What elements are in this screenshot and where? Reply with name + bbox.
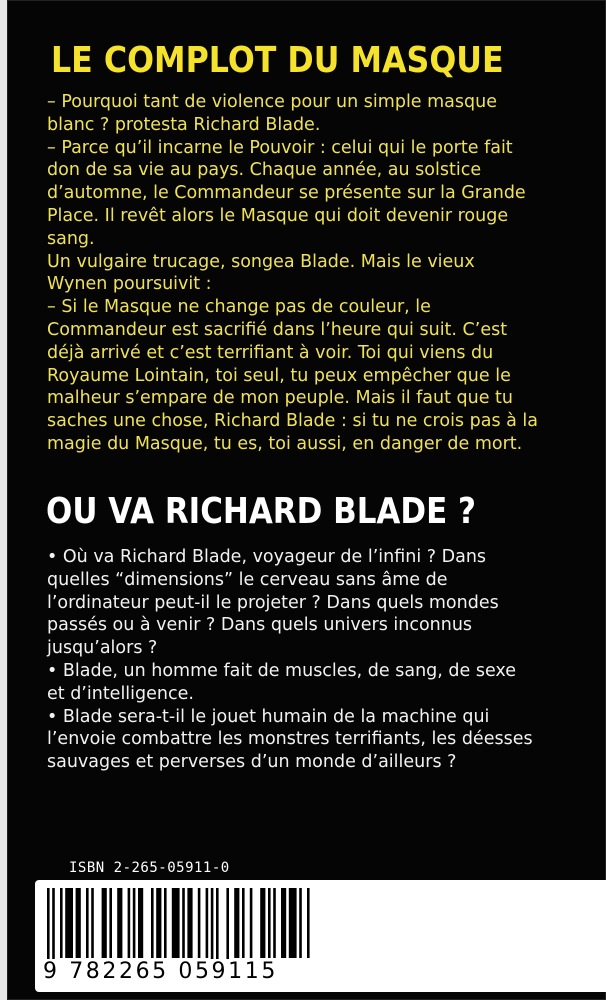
barcode-bar — [182, 888, 185, 958]
text-line: – Parce qu’il incarne le Pouvoir : celui qui le porte fait — [47, 137, 513, 158]
barcode-bar — [151, 888, 154, 958]
barcode-bar — [133, 888, 136, 958]
barcode-bar — [268, 888, 271, 958]
barcode-bar — [109, 888, 112, 958]
text-line: malheur s’empare de mon peuple. Mais il faut que tu — [47, 388, 514, 409]
barcode-bar — [289, 888, 297, 958]
barcode-bar — [60, 888, 63, 958]
text-line: don de sa vie au pays. Chaque année, au solstice — [47, 160, 482, 181]
barcode-bar — [206, 888, 209, 958]
barcode-bar — [242, 888, 245, 958]
barcode-bar — [172, 888, 180, 958]
text-line: – Si le Masque ne change pas de couleur, le — [47, 297, 431, 318]
barcode-bar — [187, 888, 192, 958]
text-line: Wynen poursuivit : — [47, 274, 212, 295]
text-line: Royaume Lointain, toi seul, tu peux empêcher que le — [47, 365, 511, 386]
section-title-complot: LE COMPLOT DU MASQUE — [51, 40, 504, 81]
barcode-bar — [164, 888, 167, 958]
text-line: blanc ? protesta Richard Blade. — [47, 114, 321, 135]
barcode-bar — [299, 888, 302, 958]
barcode-bar — [128, 888, 131, 958]
series-description — [47, 546, 567, 774]
barcode-bar — [76, 888, 81, 958]
back-cover — [7, 0, 606, 1000]
text-line: et d’intelligence. — [47, 683, 194, 704]
text-line: d’automne, le Commandeur se présente sur la Grande — [47, 183, 526, 204]
text-line: Place. Il revêt alors le Masque qui doit devenir rouge — [47, 205, 509, 226]
barcode-digits: 9 782265 059115 — [41, 959, 282, 984]
barcode-bar — [307, 888, 310, 958]
barcode-bar — [102, 888, 107, 958]
text-line: déjà arrivé et c’est terrifiant à voir. Toi qui viens du — [47, 342, 494, 363]
barcode-bar — [117, 888, 122, 958]
barcode-bar — [260, 888, 265, 958]
barcode-bar — [234, 888, 239, 958]
barcode-bar — [65, 888, 73, 958]
text-line: • Où va Richard Blade, voyageur de l’infini ? Dans — [47, 547, 487, 567]
text-line: Commandeur est sacrifié dans l’heure qui suit. C’est — [47, 319, 508, 340]
synopsis-text — [47, 91, 567, 456]
barcode-bar — [273, 888, 276, 958]
text-line: l’ordinateur peut-il le projeter ? Dans quels mondes — [47, 592, 499, 613]
text-line: quelles “dimensions” le cerveau sans âme de — [47, 569, 448, 590]
barcode-bar — [86, 888, 89, 958]
text-line: magie du Masque, tu es, toi aussi, en danger de mort. — [47, 433, 523, 454]
text-line: l’envoie combattre les monstres terrifiants, les déesses — [47, 729, 533, 750]
barcode-bar — [281, 888, 286, 958]
text-line: passés ou à venir ? Dans quels univers inconnus — [47, 615, 473, 636]
barcode-bar — [198, 888, 201, 958]
section-title-richard-blade: OU VA RICHARD BLADE ? — [46, 491, 476, 532]
isbn-label: ISBN 2-265-05911-0 — [69, 860, 230, 876]
text-line: saches une chose, Richard Blade : si tu ne crois pas à la — [47, 411, 538, 432]
barcode-bar — [91, 888, 94, 958]
text-line: jusqu’alors ? — [47, 638, 158, 659]
text-line: • Blade sera-t-il le jouet humain de la machine qui — [47, 706, 490, 727]
barcode-bar — [156, 888, 161, 958]
text-line: sang. — [47, 228, 95, 249]
text-line: • Blade, un homme fait de muscles, de sang, de sexe — [47, 660, 517, 681]
barcode-bar — [138, 888, 143, 958]
barcode — [35, 880, 606, 992]
text-line: Un vulgaire trucage, songea Blade. Mais le vieux — [47, 251, 475, 272]
barcode-bar — [250, 888, 253, 958]
text-line: sauvages et perverses d’un monde d’ailleurs ? — [47, 752, 457, 773]
text-line: – Pourquoi tant de violence pour un simple masque — [47, 92, 497, 112]
